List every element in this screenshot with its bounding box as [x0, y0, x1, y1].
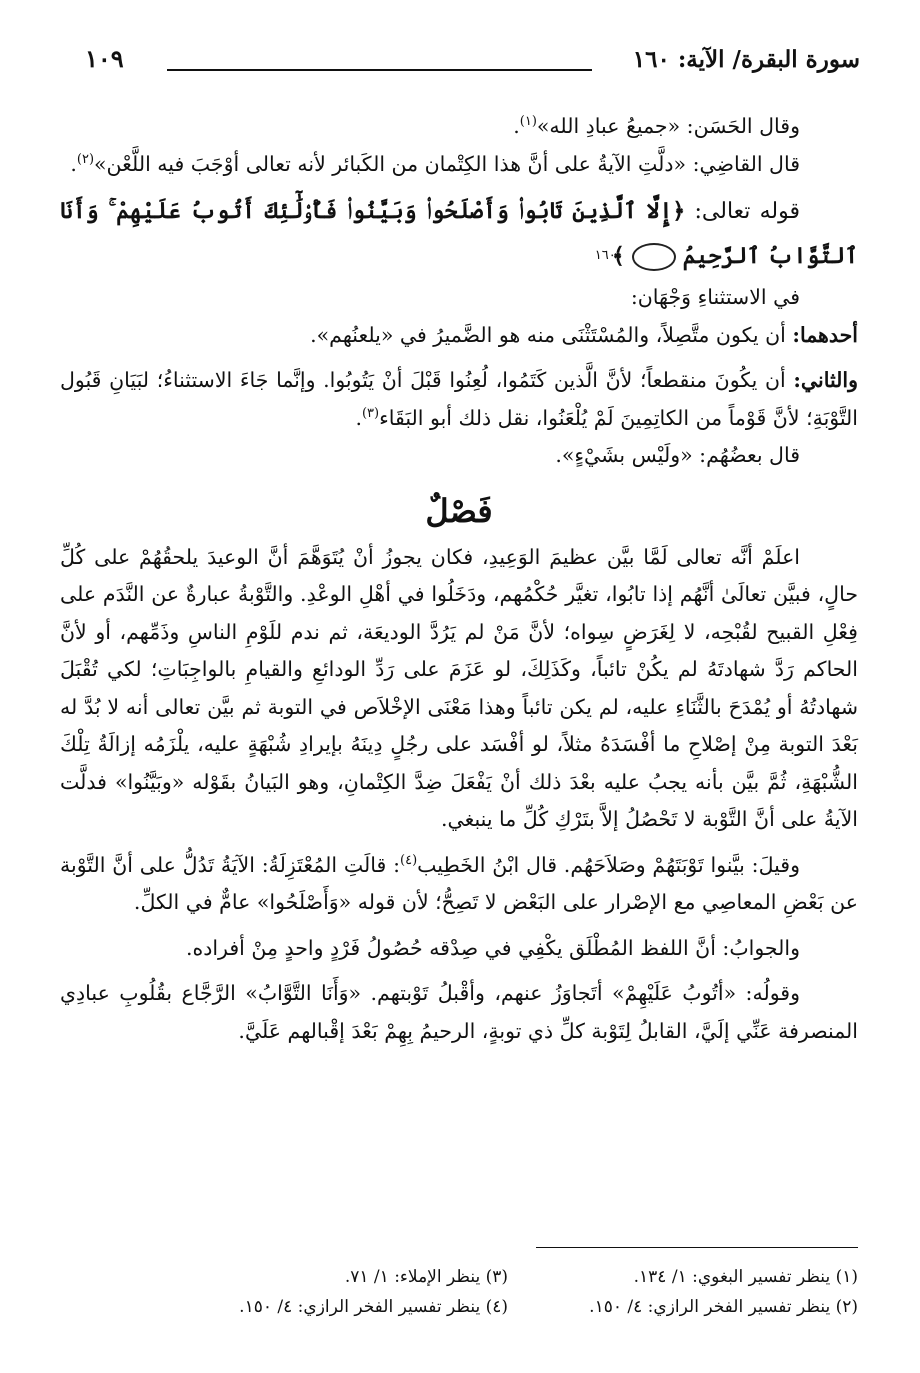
paragraph-istithna	[60, 279, 858, 317]
page-number: ١٠٩	[85, 44, 124, 73]
bold-lead: والثاني:	[793, 368, 858, 392]
footnote-separator	[536, 1247, 858, 1248]
verse-paragraph	[60, 189, 858, 279]
footnote-ref-2: (٢)	[76, 151, 95, 167]
paragraph-second-view	[60, 362, 858, 437]
paragraph-text: وقال الحَسَن: «جميعُ عبادِ الله»	[536, 114, 800, 138]
paragraph-answer	[60, 930, 858, 968]
paragraph-text: وقيلَ: بيَّنوا تَوْبَتَهُمْ وصَلاَحَهُم. قال ابْنُ الخَطِيب	[417, 852, 800, 877]
punctuation: .	[513, 114, 520, 138]
header-title: سورة البقرة/ الآية: ١٦٠	[632, 46, 860, 73]
header-rule	[167, 69, 592, 71]
footnote-ref-1: (١)	[519, 114, 537, 130]
footnote-ref-4: (٤)	[400, 852, 418, 868]
footnote-2: (٢) ينظر تفسير الفخر الرازي: ٤/ ١٥٠.	[589, 1297, 858, 1317]
paragraph-some-said	[60, 437, 858, 475]
paragraph-text: في الاستثناءِ وَجْهَان:	[630, 285, 800, 309]
section-heading: فَصْلٌ	[425, 491, 493, 530]
paragraph-ibn-khatib	[60, 847, 858, 922]
punctuation: .	[70, 151, 77, 176]
paragraph-text: والجوابُ: أنَّ اللفظ المُطْلَق يكْفِي في صِدْقه حُصُولُ فَرْدٍ واحدٍ مِنْ أفراده.	[185, 935, 800, 960]
punctuation: .	[355, 405, 362, 430]
verse-bracket: ﴾	[611, 243, 625, 269]
paragraph-text: وقولُه: «أتُوبُ عَلَيْهِمْ» أتَجاوَزُ عنهم، وأقْبلُ تَوْبتهم. «وَأَنَا التَّوَّابُ» الرَّجَّاع بقُلُوبِ عبادِي المنصرفة عَنِّي إلَيَّ، القابلُ لِتَوْبة كلِّ ذي توبةٍ، الرحيمُ بِهِمْ بَعْدَ إقْبالهم عَلَيَّ.	[60, 981, 858, 1043]
quran-verse: ﴿إِلَّا ٱلَّذِينَ تَابُوا۟ وَأَصْلَحُوا۟ وَبَيَّنُوا۟ فَأُو۟لَٰٓئِكَ أَتُوبُ عَلَيْهِمْ ۚ وَأَنَا ٱلتَّوَّابُ ٱلرَّحِيمُ	[60, 198, 858, 269]
paragraph-qadi	[60, 146, 858, 184]
verse-intro: قوله تعالى:	[685, 199, 800, 224]
footnote-3: (٣) ينظر الإملاء: ١/ ٧١.	[344, 1267, 508, 1287]
paragraph-repentance	[60, 539, 858, 839]
running-header	[85, 40, 860, 80]
footnote-4: (٤) ينظر تفسير الفخر الرازي: ٤/ ١٥٠.	[239, 1297, 508, 1317]
paragraph-text: اعلَمْ أنَّه تعالى لَمَّا بيَّن عظيمَ الوَعِيدِ، فكان يجوزُ أنْ يُتَوَهَّمَ أنَّ الوعيدَ يلحقُهُمْ على كُلِّ حالٍ، فبيَّن تعالَىٰ أنَّهُم إذا تابُوا، تغيَّر حُكْمُهم، ودَخَلُوا في أهْلِ الوعْدِ. والتَّوْبةُ عبارةٌ عن النَّدَم على فِعْلِ القبيح لقُبْحِه، لا لِغَرَضٍ سِواه؛ لأنَّ مَنْ لم يَرُدَّ الوديعَة، ثم ندم للَوْمِ الناسِ وذَمِّهم، أو لأنَّ الحاكم رَدَّ شهادتَهُ لم يكُنْ تائباً، وكَذَلِكَ، لو عَزَمَ على رَدِّ الودائعِ والقيامِ بالواجِبَاتِ؛ لكي تُقْبَلَ شهادتُهُ أو يُمْدَحَ بالثَّنَاءِ عليه، لم يكن تائباً وهذا مَعْنَى الإخْلاَص في التوبة ثم بيَّن تعالى أنه لا بُدَّ له بَعْدَ التوبة مِنْ إصْلاحِ ما أفْسَدَهُ مثلاً، لو أفْسَد على رجُلٍ دِينَهُ بإيرادِ شُبْهَةٍ عليه، يلْزَمُه إزالَةُ تِلْكَ الشُّبْهَةِ، ثُمَّ بيَّن بأنه يجبُ عليه بعْدَ ذلك أنْ يَفْعَلَ ضِدَّ الكِتْمانِ، وهو البَيانُ بقَوْله «وبَيَّنُوا» فدلَّت الآيةُ على أنَّ التَّوْبة لا تَحْصُلُ إلاَّ بتَرْكِ كُلِّ ما ينبغي.	[60, 544, 858, 831]
bold-lead: أحدهما:	[792, 322, 858, 347]
paragraph-text: أن يكُونَ منقطعاً؛ لأنَّ الَّذين كَتَمُوا، لُعِنُوا قَبْلَ أنْ يَتُوبُوا. وإنَّما جَاءَ الاستثناءُ؛ لبَيَانِ قَبُول التَّوْبَةِ؛ لأنَّ قَوْماً من الكاتِمِينَ لَمْ يُلْعَنُوا، نقل ذلك أبو البَقَاء	[60, 368, 858, 430]
paragraph-tawwab	[60, 975, 858, 1050]
paragraph-text: قال القاضِي: «دلَّتِ الآيةُ على أنَّ هذا الكِتْمان من الكَبائر لأنه تعالى أوْجَبَ فيه اللَّعْن»	[94, 151, 800, 176]
footnote-row	[160, 1262, 858, 1292]
footnote-row	[160, 1292, 858, 1322]
paragraph-text: : قالَتِ المُعْتَزِلَةُ: الآيَةُ تَدُلُّ على أنَّ التَّوْبة عن بَعْضِ المعاصِي مع الإصْرار على البَعْض لا تَصِحُّ؛ لأن قوله «وَأَصْلَحُوا» عامٌّ في الكلِّ.	[60, 852, 858, 914]
paragraph-hasan	[60, 108, 858, 146]
paragraph-text: أن يكون متَّصِلاً، والمُسْتَثْنَى منه هو الضَّميرُ في «يلعنُهم».	[310, 322, 793, 347]
paragraph-first-view	[60, 317, 858, 355]
footnotes	[160, 1262, 858, 1322]
ayah-number-marker: ١٦٠	[632, 243, 676, 271]
paragraph-text: قال بعضُهُم: «ولَيْس بشَيْءٍ».	[555, 443, 800, 467]
footnote-1: (١) ينظر تفسير البغوي: ١/ ١٣٤.	[633, 1267, 858, 1287]
main-text	[60, 108, 858, 1050]
footnote-ref-3: (٣)	[361, 405, 380, 421]
